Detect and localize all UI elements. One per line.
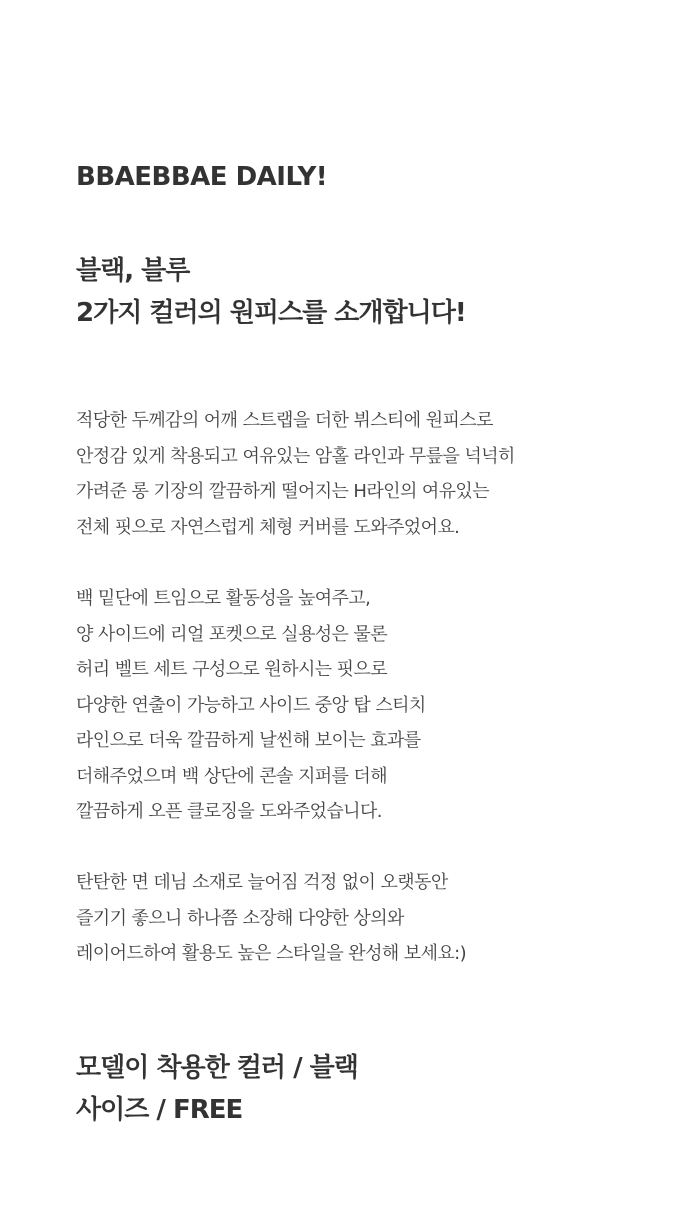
headline-line: 블랙, 블루	[76, 256, 190, 286]
text-line: 깔끔하게 오픈 클로징을 도와주었습니다.	[76, 801, 382, 822]
size-info: 사이즈 / FREE	[76, 1095, 243, 1125]
description-paragraph	[76, 865, 466, 972]
text-line: 백 밑단에 트임으로 활동성을 높여주고,	[76, 588, 371, 609]
text-line: 안정감 있게 착용되고 여유있는 암홀 라인과 무릎을 넉넉히	[76, 445, 515, 467]
text-line: 라인으로 더욱 깔끔하게 날씬해 보이는 효과를	[76, 730, 421, 751]
text-line: 적당한 두께감의 어깨 스트랩을 더한 뷔스티에 원피스로	[76, 410, 493, 431]
text-line: 가려준 롱 기장의 깔끔하게 떨어지는 H라인의 여유있는	[76, 481, 489, 502]
text-line: 허리 벨트 세트 구성으로 원하시는 핏으로	[76, 659, 388, 680]
text-line: 레이어드하여 활용도 높은 스타일을 완성해 보세요:)	[76, 943, 467, 964]
description-paragraph	[76, 581, 426, 830]
text-line: 더해주었으며 백 상단에 콘솔 지퍼를 더해	[76, 765, 388, 787]
description-paragraph	[76, 403, 515, 545]
text-line: 탄탄한 면 데님 소재로 늘어짐 걱정 없이 오랫동안	[76, 872, 448, 893]
brand-title: BBAEBBAE DAILY!	[76, 162, 328, 192]
text-line: 다양한 연출이 가능하고 사이드 중앙 탑 스티치	[76, 694, 426, 716]
headline-line: 2가지 컬러의 원피스를 소개합니다!	[76, 298, 466, 328]
text-line: 전체 핏으로 자연스럽게 체형 커버를 도와주었어요.	[76, 516, 460, 538]
text-line: 즐기기 좋으니 하나쯤 소장해 다양한 상의와	[76, 907, 404, 929]
text-line: 양 사이드에 리얼 포켓으로 실용성은 물론	[76, 623, 388, 645]
model-color-info: 모델이 착용한 컬러 / 블랙	[76, 1053, 358, 1083]
product-details	[76, 1047, 358, 1131]
headline	[76, 250, 466, 334]
